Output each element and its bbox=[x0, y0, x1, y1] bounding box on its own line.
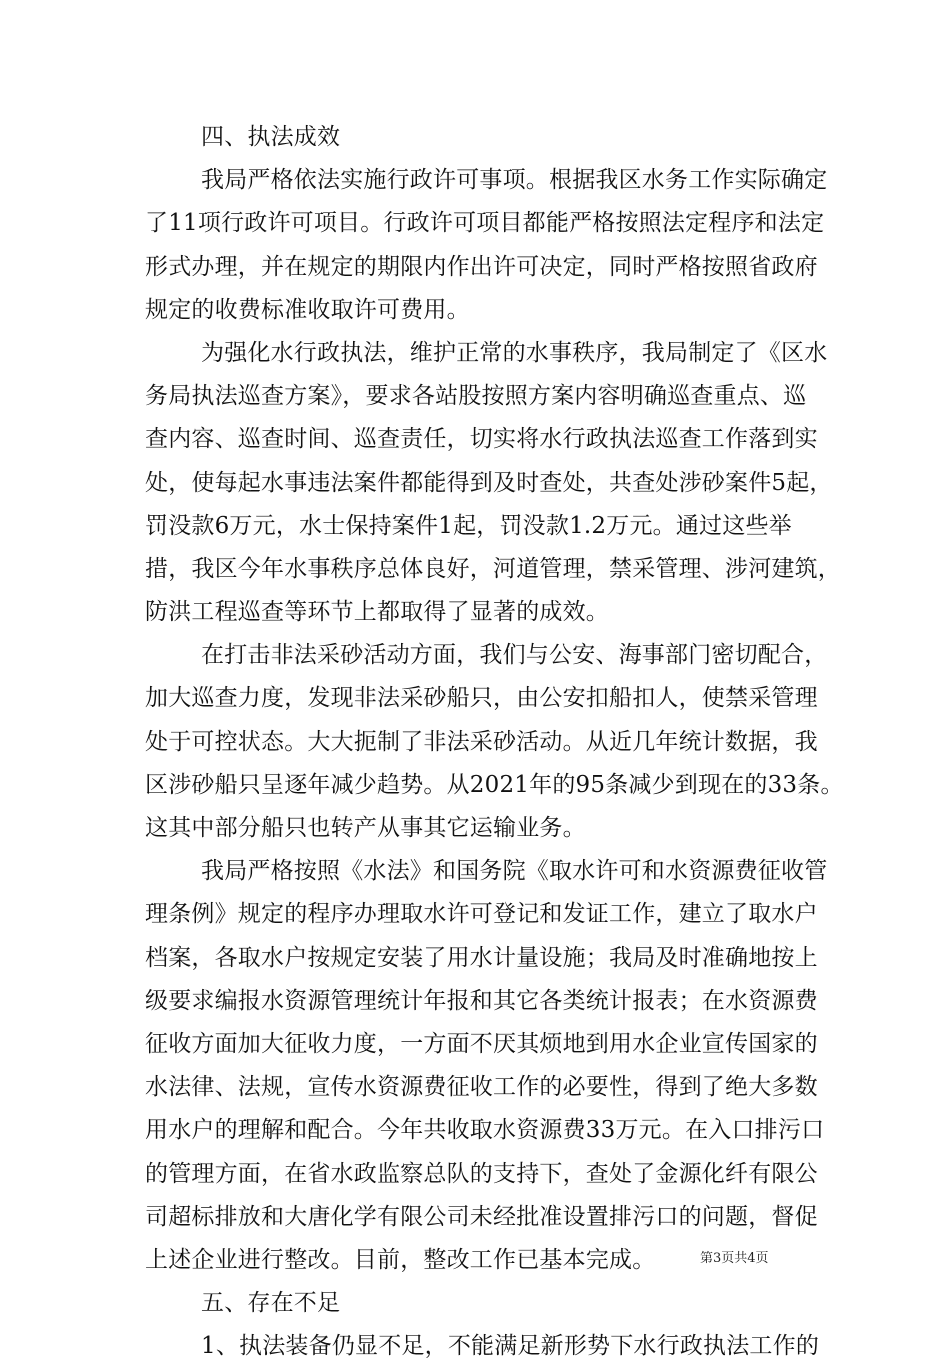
paragraph-line: 司超标排放和大唐化学有限公司未经批准设置排污口的问题，督促 bbox=[145, 1203, 818, 1230]
paragraph-line: 理条例》规定的程序办理取水许可登记和发证工作，建立了取水户 bbox=[145, 901, 818, 928]
paragraph-line: 罚没款6万元，水士保持案件1起，罚没款1.2万元。通过这些举 bbox=[145, 512, 792, 539]
paragraph-line: 加大巡查力度，发现非法采砂船只，由公安扣船扣人，使禁采管理 bbox=[145, 685, 818, 712]
paragraph-line: 级要求编报水资源管理统计年报和其它各类统计报表；在水资源费 bbox=[145, 987, 818, 1014]
section-heading: 五、存在不足 bbox=[201, 1290, 341, 1317]
section-heading: 四、执法成效 bbox=[201, 124, 341, 150]
paragraph-line: 为强化水行政执法，维护正常的水事秩序，我局制定了《区水 bbox=[201, 339, 828, 366]
paragraph-line: 了11项行政许可项目。行政许可项目都能严格按照法定程序和法定 bbox=[145, 210, 825, 237]
paragraph-line: 规定的收费标准收取许可费用。 bbox=[145, 296, 470, 323]
paragraph-line: 档案，各取水户按规定安装了用水计量设施；我局及时准确地按上 bbox=[145, 944, 818, 971]
paragraph-line: 的管理方面，在省水政监察总队的支持下，查处了金源化纤有限公 bbox=[145, 1160, 818, 1187]
paragraph-line: 防洪工程巡查等环节上都取得了显著的成效。 bbox=[145, 599, 609, 626]
paragraph-line: 形式办理，并在规定的期限内作出许可决定，同时严格按照省政府 bbox=[145, 253, 818, 280]
paragraph-line: 征收方面加大征收力度，一方面不厌其烦地到用水企业宣传国家的 bbox=[145, 1030, 818, 1057]
paragraph-line: 务局执法巡查方案》，要求各站股按照方案内容明确巡查重点、巡 bbox=[145, 383, 807, 410]
paragraph-line: 1、执法装备仍显不足，不能满足新形势下水行政执法工作的 bbox=[201, 1333, 820, 1360]
paragraph-line: 区涉砂船只呈逐年减少趋势。从2021年的95条减少到现在的33条。 bbox=[145, 771, 844, 798]
paragraph-line: 查内容、巡查时间、巡查责任，切实将水行政执法巡查工作落到实 bbox=[145, 426, 818, 453]
paragraph-line: 处，使每起水事违法案件都能得到及时查处，共查处涉砂案件5起， bbox=[145, 469, 833, 496]
document-body bbox=[145, 116, 844, 1368]
paragraph-line: 上述企业进行整改。目前，整改工作已基本完成。 bbox=[145, 1246, 656, 1273]
paragraph-line: 这其中部分船只也转产从事其它运输业务。 bbox=[145, 815, 586, 841]
paragraph-line: 措，我区今年水事秩序总体良好，河道管理，禁采管理、涉河建筑， bbox=[145, 555, 841, 582]
paragraph-line: 水法律、法规，宣传水资源费征收工作的必要性，得到了绝大多数 bbox=[145, 1074, 818, 1101]
paragraph-line: 处于可控状态。大大扼制了非法采砂活动。从近几年统计数据，我 bbox=[145, 728, 818, 755]
paragraph-line: 我局严格依法实施行政许可事项。根据我区水务工作实际确定 bbox=[201, 167, 828, 194]
paragraph-line: 我局严格按照《水法》和国务院《取水许可和水资源费征收管 bbox=[201, 858, 828, 885]
paragraph-line: 在打击非法采砂活动方面，我们与公安、海事部门密切配合， bbox=[201, 642, 828, 669]
paragraph-line: 用水户的理解和配合。今年共收取水资源费33万元。在入口排污口 bbox=[145, 1117, 825, 1144]
page-number: 第3页共4页 bbox=[700, 1251, 769, 1266]
